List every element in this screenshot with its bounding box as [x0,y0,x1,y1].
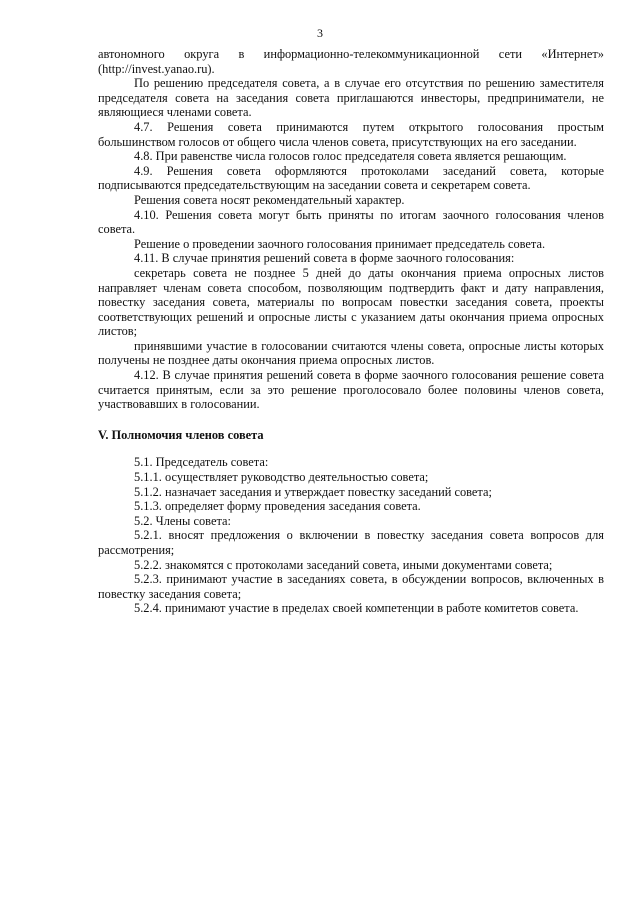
paragraph: 5.1. Председатель совета: [134,455,269,470]
paragraph: 5.1.3. определяет форму проведения заседания совета. [134,499,421,514]
paragraph: 5.2.2. знакомятся с протоколами заседаний совета, иными документами совета; [134,557,553,572]
section-heading: V. Полномочия членов совета [98,427,264,442]
paragraph: 4.8. При равенстве числа голосов голос председателя совета является решающим. [134,149,567,164]
paragraph: 5.1.1. осуществляет руководство деятельностью совета; [134,470,429,485]
paragraph: Решения совета носят рекомендательный характер. [134,192,405,207]
paragraphs-bottom [98,455,604,616]
paragraph: 5.2.3. принимают участие в заседаниях совета, в обсуждении вопросов, включенных в повестку заседания совета; [98,572,604,601]
paragraph: 4.10. Решения совета могут быть приняты по итогам заочного голосования членов совета. [98,207,604,237]
paragraph: 5.2.4. принимают участие в пределах своей компетенции в работе комитетов совета. [134,601,579,616]
paragraph: автономного округа в информационно-телекоммуникационной сети «Интернет» (http://invest.yanao.ru). [98,47,604,76]
paragraph: 5.1.2. назначает заседания и утверждает повестку заседаний совета; [134,484,492,499]
paragraph: 5.2. Члены совета: [134,513,231,528]
paragraph: 5.2.1. вносят предложения о включении в повестку заседания совета вопросов для рассмотрения; [98,528,604,557]
paragraph: 4.9. Решения совета оформляются протоколами заседаний совета, которые подписываются председательствующим на заседании совета и секретарем совета. [98,163,604,193]
paragraph: секретарь совета не позднее 5 дней до даты окончания приема опросных листов направляет членам совета способом, позволяющим подтвердить факт и дату направления, повестку заседания совета, материалы по вопросам повестки заседания совета, проекты соответствующих решений и опросные листы с указанием даты окончания приема опросных листов; [98,265,604,339]
paragraphs-top [98,47,604,412]
page-number: 3 [317,26,323,40]
paragraph: принявшими участие в голосовании считаются члены совета, опросные листы которых получены не позднее даты окончания приема опросных листов. [98,338,604,368]
paragraph: Решение о проведении заочного голосования принимает председатель совета. [134,236,546,251]
paragraph: 4.12. В случае принятия решений совета в форме заочного голосования решение совета считается принятым, если за это решение проголосовало более половины членов совета, участвовавших в голосовании. [98,368,604,412]
document-body [98,47,604,616]
paragraph: По решению председателя совета, а в случае его отсутствия по решению заместителя председателя совета на заседания совета приглашаются инвесторы, предприниматели, не являющиеся членами совета. [98,76,604,120]
paragraph: 4.7. Решения совета принимаются путем открытого голосования простым большинством голосов от общего числа членов совета, присутствующих на его заседании. [98,119,604,149]
paragraph: 4.11. В случае принятия решений совета в форме заочного голосования: [134,251,515,266]
